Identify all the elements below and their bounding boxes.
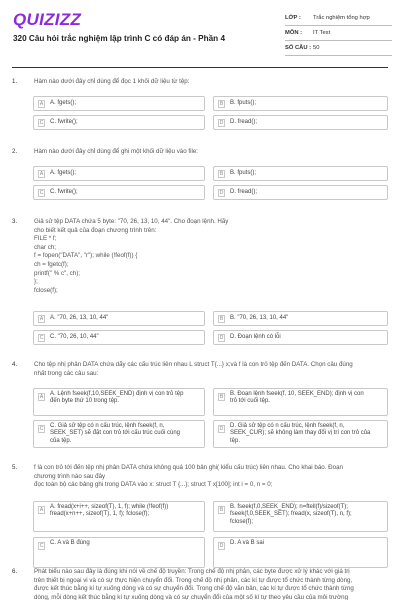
question-number: 6.	[12, 568, 18, 575]
option-text: A. fgets();	[50, 99, 77, 106]
meta-value: 50	[313, 45, 320, 51]
option-letter-box: B	[219, 394, 224, 400]
option-letter-box: D	[219, 426, 224, 432]
quizizz-logo: QUIZIZZ	[13, 10, 82, 29]
option-text: A. fread(x+i++, sizeof(T), 1, f); while (!feof(f)) fread(x+n++, sizeof(T), 1, f); fclose(f);	[50, 504, 169, 518]
answer-option-a[interactable]	[33, 388, 205, 416]
option-letter-box: B	[219, 507, 224, 513]
answer-option-a[interactable]	[33, 166, 205, 181]
option-letter-box: B	[219, 100, 224, 107]
option-text: B. fputs();	[230, 99, 257, 106]
worksheet-meta	[285, 11, 392, 56]
option-text: D. fread();	[230, 118, 258, 125]
question-number: 2.	[12, 148, 18, 155]
answer-option-b[interactable]	[213, 501, 388, 532]
answer-option-a[interactable]	[33, 96, 205, 111]
answer-option-a[interactable]	[33, 501, 205, 532]
option-letter-box: D	[219, 334, 224, 341]
worksheet-header	[0, 0, 400, 66]
answer-option-d[interactable]	[213, 537, 388, 568]
answer-option-d[interactable]	[213, 420, 388, 448]
question-1	[12, 78, 388, 126]
answer-option-a[interactable]	[33, 311, 205, 326]
answer-option-c[interactable]	[33, 537, 205, 568]
option-letter-box: A	[39, 507, 44, 513]
meta-key: MÔN :	[285, 30, 303, 36]
meta-key: SỐ CÂU :	[285, 45, 312, 51]
question-text: f là con trỏ tới đến tệp nhị phân DATA chứa không quá 100 bản ghi( kiểu cấu trúc) liên nhau. Cho khai báo. Đoạn chương trình nào sau đây đọc toàn bộ các bảng ghi trong DATA vào x: struct T {...}; struct T x[100]; int i = 0, n = 0;	[34, 464, 343, 489]
option-text: D. fread();	[230, 188, 258, 195]
option-letter-box: A	[39, 315, 44, 322]
option-text: B. fputs();	[230, 169, 257, 176]
option-text: C. Giả sử tệp có n cấu trúc, lệnh fseek(f, n, SEEK_SET) sẽ đặt con trỏ tới cấu trúc cuối cùng của tệp.	[50, 423, 180, 444]
answer-option-b[interactable]	[213, 166, 388, 181]
answer-option-b[interactable]	[213, 96, 388, 111]
option-text: D. A và B sai	[230, 540, 265, 546]
answer-option-d[interactable]	[213, 330, 388, 345]
option-text: B. Đoạn lệnh fseek(f, 10, SEEK_END); định vị con trỏ tới cuối tệp.	[230, 391, 364, 405]
question-3	[12, 218, 388, 341]
question-5	[12, 464, 388, 549]
option-letter-box: A	[39, 100, 44, 107]
option-letter-box: A	[39, 394, 44, 400]
answer-option-c[interactable]	[33, 185, 205, 200]
option-text: A. "70, 26, 13, 10, 44"	[50, 314, 109, 321]
option-letter-box: D	[219, 189, 224, 196]
option-letter-box: D	[219, 543, 224, 549]
header-divider	[12, 67, 388, 68]
option-letter-box: B	[219, 170, 224, 177]
question-text: Phát biểu nào sau đây là đúng khi nói về chế độ truyền: Trong chế độ nhị phân, các byte được xử lý khác với giá trị trên thiết bị ngoại vi và có sự thực hiện chuyển đổi. Trong chế độ nhị phân, các kí tự được tổ chức thành từng dòng, được kết thúc bằng kí tự xuống dòng và có sự chuyển đổi. Trong chế độ văn bản, các kí tự được tổ chức thành từng dòng, mỗi dòng kết thúc bằng kí tự xuống dòng và có sự chuyển đổi của một số kí tự theo yêu cầu của môi trường	[34, 568, 354, 600]
option-letter-box: C	[39, 189, 44, 196]
option-text: C. fwrite();	[50, 188, 78, 195]
answer-option-d[interactable]	[213, 115, 388, 130]
answer-option-d[interactable]	[213, 185, 388, 200]
question-text: Cho tệp nhị phân DATA chứa dãy các cấu trúc liên nhau L struct T{...} x;và f là con trỏ tệp đến DATA. Chọn câu đúng nhất trong các câu sau:	[34, 361, 353, 377]
option-text: B. "70, 26, 13, 10, 44"	[230, 314, 289, 321]
answer-option-b[interactable]	[213, 388, 388, 416]
option-text: C. "70, 26, 10, 44"	[50, 333, 99, 340]
question-6	[12, 568, 388, 600]
answer-option-b[interactable]	[213, 311, 388, 326]
option-text: D. Giả sử tệp có n cấu trúc, lệnh fseek(f, n, SEEK_CUR); sẽ không làm thay đổi vị trí con trỏ của tệp.	[230, 423, 371, 444]
question-number: 3.	[12, 218, 18, 225]
meta-key: LỚP :	[285, 15, 301, 21]
question-text: Hàm nào dưới đây chỉ dùng để ghi một khối dữ liệu vào file:	[34, 148, 199, 155]
question-number: 4.	[12, 361, 18, 368]
answer-option-c[interactable]	[33, 115, 205, 130]
option-letter-box: C	[39, 119, 44, 126]
answer-option-c[interactable]	[33, 330, 205, 345]
option-text: D. Đoạn lệnh có lỗi	[230, 333, 281, 340]
meta-row-count	[285, 41, 392, 56]
option-text: A. Lệnh fseek(f,10,SEEK_END) định vị con trỏ tệp đến byte thứ 10 trong tệp.	[50, 391, 184, 405]
worksheet-title: 320 Câu hỏi trắc nghiệm lập trình C có đáp án - Phần 4	[13, 34, 226, 43]
option-text: C. A và B đúng	[50, 540, 90, 546]
question-4	[12, 361, 388, 444]
question-number: 5.	[12, 464, 18, 471]
question-text: Hàm nào dưới đây chỉ dùng để đọc 1 khối dữ liệu từ tệp:	[34, 78, 190, 85]
option-text: C. fwrite();	[50, 118, 78, 125]
meta-value: Trắc nghiệm tổng hợp	[313, 15, 370, 21]
option-letter-box: D	[219, 119, 224, 126]
option-text: B. fseek(f,0,SEEK_END); n=ftell(f)/sizeof(T); fseek(f,0,SEEK_SET); fread(x, sizeof(T), n, f); fclose(f);	[230, 504, 352, 525]
meta-row-class	[285, 11, 392, 26]
option-text: A. fgets();	[50, 169, 77, 176]
question-number: 1.	[12, 78, 18, 85]
option-letter-box: A	[39, 170, 44, 177]
answer-option-c[interactable]	[33, 420, 205, 448]
option-letter-box: C	[39, 543, 44, 549]
option-letter-box: C	[39, 426, 44, 432]
question-text: Giả sử tệp DATA chứa 5 byte: "70, 26, 13, 10, 44". Cho đoạn lệnh. Hãy cho biết kết quả của đoạn chương trình trên: FILE * f; char ch; f = fopen("DATA", "r"); while (!feof(f)) { ch = fgetc(f); printf(" % c", ch); }; fclose(f);	[34, 218, 229, 294]
meta-value: IT Test	[313, 30, 331, 36]
meta-row-subject	[285, 26, 392, 41]
question-2	[12, 148, 388, 196]
option-letter-box: C	[39, 334, 44, 341]
option-letter-box: B	[219, 315, 224, 322]
